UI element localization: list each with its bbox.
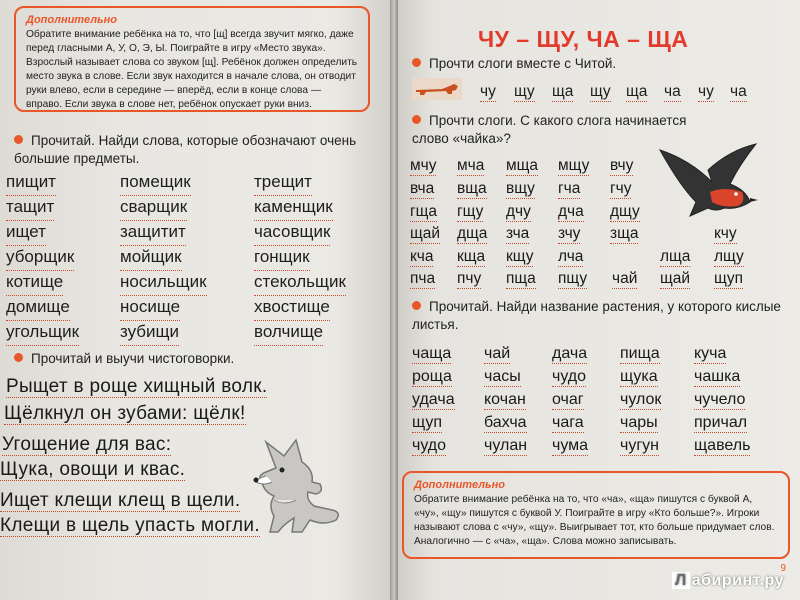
left-word-col-1 (6, 172, 79, 347)
word: зубищи (120, 322, 179, 346)
word: чага (552, 414, 584, 431)
syllable: щу (590, 83, 611, 100)
syllable: чу (698, 83, 714, 100)
word: щука (620, 368, 658, 385)
right-task2-text: Прочти слоги. С какого слога начинается слово «чайка»? (412, 113, 687, 146)
swallow-illustration (650, 140, 760, 220)
word: чучело (694, 391, 746, 408)
word: чудо (552, 368, 587, 385)
page-title: ЧУ – ЩУ, ЧА – ЩА (478, 26, 689, 52)
grid-cell: лща (660, 248, 691, 265)
right-task3-text: Прочитай. Найди название растения, у которого кислые листья. (412, 299, 781, 332)
word: причал (694, 414, 748, 431)
word: трещит (254, 172, 312, 196)
left-task1-text: Прочитай. Найди слова, которые обозначают очень большие предметы. (14, 133, 357, 166)
grid-cell: щай (660, 270, 691, 287)
grid-cell: пча (410, 270, 436, 287)
word: щавель (694, 437, 751, 454)
syllable: ща (626, 83, 648, 100)
grid-cell: кчу (714, 225, 737, 242)
bullet-dot-icon (14, 135, 23, 144)
wolf-illustration (244, 420, 344, 535)
grid-cell: зча (506, 225, 530, 242)
word: чары (620, 414, 658, 431)
word: удача (412, 391, 455, 408)
grid-cell: гчу (610, 180, 632, 197)
word: гонщик (254, 247, 310, 271)
grid-cell: вча (410, 180, 435, 197)
bullet-dot-icon (14, 353, 23, 362)
grid-cell: пща (506, 270, 536, 287)
word: дача (552, 345, 588, 362)
grid-cell: дщу (610, 203, 640, 220)
grid-cell: лщу (714, 248, 744, 265)
syllable-row (480, 83, 790, 105)
word: роща (412, 368, 452, 385)
grid-cell: мща (506, 157, 539, 174)
word: хвостище (254, 297, 330, 321)
word: чулан (484, 437, 528, 454)
bullet-dot-icon (412, 301, 421, 310)
grid-cell: мча (457, 157, 485, 174)
book-spine (390, 0, 398, 600)
dog-chita-illustration (412, 78, 462, 100)
grid-cell: дча (558, 203, 584, 220)
watermark (672, 572, 784, 590)
right-note-box (402, 471, 790, 559)
word: котище (6, 272, 63, 296)
grid-cell: зчу (558, 225, 581, 242)
syllable: щу (514, 83, 535, 100)
word: чулок (620, 391, 662, 408)
word: щуп (412, 414, 443, 431)
word: стекольщик (254, 272, 346, 296)
word: защитит (120, 222, 186, 246)
word: куча (694, 345, 727, 362)
left-word-col-2 (120, 172, 207, 347)
syllable: ча (730, 83, 747, 100)
word: чай (484, 345, 511, 362)
grid-cell: кча (410, 248, 434, 265)
word: бахча (484, 414, 527, 431)
grid-cell: вчу (610, 157, 634, 174)
word: чугун (620, 437, 660, 454)
right-task1-text: Прочти слоги вместе с Читой. (429, 56, 617, 71)
word: угольщик (6, 322, 79, 346)
right-note-text: Обратите внимание ребёнка на то, что «ча», «ща» пишутся с буквой А, «чу», «щу» пишутся с буквой У. Поиграйте в игру «Кто больше?». Игроки называют слова с «чу», «щу». Выигрывает тот, кто больше придумает слов. Аналогично — с «ча», «ща». Слова можно записывать. (414, 494, 775, 547)
syllable: ча (664, 83, 681, 100)
page-number: 9 (780, 563, 786, 574)
grid-cell: дчу (506, 203, 531, 220)
left-word-col-3 (254, 172, 346, 347)
grid-cell: дща (457, 225, 488, 242)
word: носильщик (120, 272, 207, 296)
grid-cell: щай (410, 225, 441, 242)
word: каменщик (254, 197, 333, 221)
word: сварщик (120, 197, 187, 221)
bullet-dot-icon (412, 115, 421, 124)
grid-cell: мчу (410, 157, 437, 174)
grid-cell: пщу (558, 270, 588, 287)
grid-cell: гча (558, 180, 581, 197)
right-task1 (412, 55, 792, 73)
word: чаща (412, 345, 452, 362)
watermark-text: абиринт.ру (691, 572, 784, 589)
grid-cell: пчу (457, 270, 482, 287)
word: чума (552, 437, 589, 454)
word: волчище (254, 322, 323, 346)
word: помещик (120, 172, 191, 196)
grid-cell: вща (457, 180, 487, 197)
poem-line: Рыщет в роще хищный волк. (6, 376, 268, 397)
poem-line: Клещи в щель упасть могли. (0, 515, 260, 536)
word: мойщик (120, 247, 182, 271)
right-note-title: Дополнительно (414, 479, 505, 491)
watermark-logo-icon: Л (672, 572, 690, 589)
word: уборщик (6, 247, 74, 271)
word: пища (620, 345, 660, 362)
grid-cell: мщу (558, 157, 590, 174)
word: носище (120, 297, 180, 321)
grid-cell: вщу (506, 180, 535, 197)
word: чудо (412, 437, 447, 454)
grid-cell: кщу (506, 248, 534, 265)
grid-cell: кща (457, 248, 486, 265)
syllable: чу (480, 83, 496, 100)
word: часы (484, 368, 521, 385)
grid-cell: гщу (457, 203, 484, 220)
grid-cell: лча (558, 248, 584, 265)
grid-cell: чай (612, 270, 638, 287)
left-note-title: Дополнительно (26, 14, 117, 26)
poem-line: Ищет клещи клещ в щели. (0, 490, 241, 511)
left-task2-text: Прочитай и выучи чистоговорки. (31, 351, 235, 366)
bullet-dot-icon (412, 58, 421, 67)
word: кочан (484, 391, 526, 408)
grid-cell: зща (610, 225, 639, 242)
left-note-text: Обратите внимание ребёнка на то, что [щ] всегда звучит мягко, даже перед гласными А, У, О, Э, Ы. Поиграйте в игру «Место звука». Взрослый называет слова со звуком [щ]. Ребёнок должен определить место звука в слове. Если звук находится в начале слова, он отводит руки влево, если в середине — вперёд, если в конце слова — вправо. Если звука в слове нет, ребёнок опускает руки вниз. (26, 29, 358, 110)
word: часовщик (254, 222, 330, 246)
right-task3 (412, 298, 792, 334)
poem-line: Щука, овощи и квас. (0, 459, 186, 480)
poem-line: Щёлкнул он зубами: щёлк! (4, 403, 246, 424)
word: домище (6, 297, 70, 321)
grid-cell: гща (410, 203, 438, 220)
word: очаг (552, 391, 584, 408)
left-task1 (14, 132, 364, 168)
poem-line: Угощение для вас: (2, 434, 172, 455)
left-task2 (14, 350, 364, 368)
grid-cell: щуп (714, 270, 744, 287)
left-note-box (14, 6, 370, 112)
word: ищет (6, 222, 46, 246)
word: чашка (694, 368, 741, 385)
word: пищит (6, 172, 56, 196)
word: тащит (6, 197, 54, 221)
syllable: ща (552, 83, 574, 100)
